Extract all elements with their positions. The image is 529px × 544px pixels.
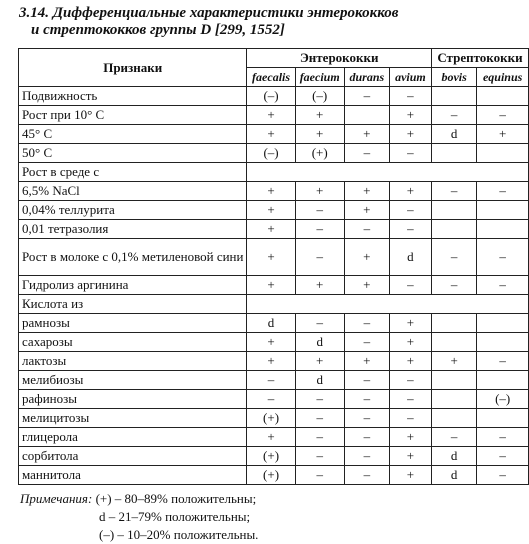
notes [20, 490, 258, 544]
title-line-2: и стрептококков группы D [299, 1552] [31, 22, 285, 38]
table-row [19, 390, 529, 409]
value-cell: – [477, 428, 529, 447]
row-label: рафинозы [19, 390, 247, 409]
value-cell: d [295, 333, 344, 352]
value-cell: + [389, 106, 431, 125]
value-cell [431, 371, 476, 390]
value-cell: + [247, 276, 295, 295]
table-row [19, 106, 529, 125]
section-label: Кислота из [19, 295, 247, 314]
value-cell: + [247, 220, 295, 239]
value-cell: d [247, 314, 295, 333]
value-cell: – [295, 239, 344, 276]
value-cell: – [389, 371, 431, 390]
value-cell: – [344, 220, 389, 239]
value-cell: + [295, 106, 344, 125]
table-row [19, 409, 529, 428]
feature-column-header: Признаки [19, 49, 247, 87]
value-cell: + [247, 106, 295, 125]
value-cell: – [431, 182, 476, 201]
value-cell: + [247, 333, 295, 352]
value-cell: – [389, 409, 431, 428]
table-row [19, 447, 529, 466]
table-row [19, 428, 529, 447]
value-cell: d [431, 466, 476, 485]
value-cell: + [344, 182, 389, 201]
header-row-groups [19, 49, 529, 68]
value-cell: + [295, 125, 344, 144]
value-cell [477, 409, 529, 428]
value-cell: + [389, 428, 431, 447]
title-line-1: 3.14. Дифференциальные характеристики энтерококков [19, 5, 399, 21]
value-cell [344, 106, 389, 125]
value-cell: – [477, 447, 529, 466]
table-row [19, 466, 529, 485]
value-cell: + [247, 201, 295, 220]
value-cell: (–) [247, 87, 295, 106]
value-cell: – [389, 276, 431, 295]
value-cell: + [247, 352, 295, 371]
value-cell [431, 201, 476, 220]
value-cell: + [431, 352, 476, 371]
row-label: лактозы [19, 352, 247, 371]
value-cell [477, 144, 529, 163]
value-cell: – [389, 220, 431, 239]
value-cell: – [477, 239, 529, 276]
species-header: faecium [295, 68, 344, 87]
table-row [19, 87, 529, 106]
value-cell: – [295, 466, 344, 485]
table-row [19, 125, 529, 144]
value-cell: + [344, 239, 389, 276]
value-cell [431, 333, 476, 352]
row-label: 45° С [19, 125, 247, 144]
row-label: сорбитола [19, 447, 247, 466]
note-line-2: d – 21–79% положительны; [99, 509, 251, 524]
value-cell: (+) [247, 409, 295, 428]
value-cell: (+) [295, 144, 344, 163]
table-row [19, 333, 529, 352]
table-row [19, 295, 529, 314]
row-label: мелицитозы [19, 409, 247, 428]
value-cell: d [389, 239, 431, 276]
value-cell [477, 220, 529, 239]
value-cell: – [389, 390, 431, 409]
row-label: 6,5% NaCl [19, 182, 247, 201]
table-row [19, 220, 529, 239]
row-label: 0,04% теллурита [19, 201, 247, 220]
value-cell [477, 333, 529, 352]
value-cell: – [477, 276, 529, 295]
value-cell: – [344, 87, 389, 106]
row-label: глицерола [19, 428, 247, 447]
value-cell: d [431, 125, 476, 144]
value-cell: – [295, 201, 344, 220]
value-cell: – [477, 352, 529, 371]
note-line-1: (+) – 80–89% положительны; [95, 491, 257, 506]
value-cell: – [431, 428, 476, 447]
value-cell [477, 201, 529, 220]
value-cell: – [344, 333, 389, 352]
value-cell [477, 314, 529, 333]
value-cell: – [344, 409, 389, 428]
value-cell [431, 390, 476, 409]
value-cell: + [247, 125, 295, 144]
value-cell: + [389, 125, 431, 144]
value-cell: – [344, 428, 389, 447]
value-cell [431, 144, 476, 163]
table-row [19, 314, 529, 333]
value-cell: + [477, 125, 529, 144]
value-cell: – [295, 447, 344, 466]
table-row [19, 201, 529, 220]
value-cell: + [344, 352, 389, 371]
row-label: Подвижность [19, 87, 247, 106]
row-label: 50° С [19, 144, 247, 163]
value-cell: + [247, 239, 295, 276]
value-cell: – [295, 409, 344, 428]
value-cell: + [247, 428, 295, 447]
row-label: Рост в молоке с 0,1% метиленовой сини [19, 239, 247, 276]
value-cell: + [389, 314, 431, 333]
row-label: рамнозы [19, 314, 247, 333]
value-cell [431, 409, 476, 428]
streptococci-group-header: Стрептококки [431, 49, 528, 68]
value-cell: + [389, 333, 431, 352]
value-cell: – [477, 182, 529, 201]
value-cell: (+) [247, 466, 295, 485]
value-cell: – [295, 314, 344, 333]
characteristics-table [18, 48, 529, 485]
enterococci-group-header: Энтерококки [247, 49, 431, 68]
value-cell: (–) [247, 144, 295, 163]
value-cell [477, 371, 529, 390]
table-row [19, 163, 529, 182]
value-cell: – [344, 466, 389, 485]
value-cell: – [431, 276, 476, 295]
value-cell: – [344, 371, 389, 390]
value-cell: – [477, 466, 529, 485]
row-label: 0,01 тетразолия [19, 220, 247, 239]
row-label: Гидролиз аргинина [19, 276, 247, 295]
species-header: equinus [477, 68, 529, 87]
value-cell: (–) [477, 390, 529, 409]
notes-label: Примечания: [20, 491, 93, 506]
row-label: Рост при 10° С [19, 106, 247, 125]
value-cell: – [389, 87, 431, 106]
row-label: сахарозы [19, 333, 247, 352]
value-cell: – [477, 106, 529, 125]
table-row [19, 371, 529, 390]
value-cell: – [344, 314, 389, 333]
value-cell [431, 220, 476, 239]
value-cell: (–) [295, 87, 344, 106]
value-cell: – [431, 106, 476, 125]
species-header: faecalis [247, 68, 295, 87]
value-cell: – [344, 144, 389, 163]
species-header: durans [344, 68, 389, 87]
value-cell [431, 314, 476, 333]
species-header: bovis [431, 68, 476, 87]
value-cell: – [389, 144, 431, 163]
value-cell: – [431, 239, 476, 276]
value-cell: + [295, 352, 344, 371]
table-row [19, 239, 529, 276]
value-cell: + [295, 182, 344, 201]
value-cell: + [295, 276, 344, 295]
value-cell: + [344, 125, 389, 144]
value-cell: – [295, 220, 344, 239]
value-cell: – [295, 390, 344, 409]
value-cell: + [389, 466, 431, 485]
value-cell: + [344, 201, 389, 220]
table-row [19, 182, 529, 201]
value-cell: + [247, 182, 295, 201]
value-cell: + [389, 447, 431, 466]
value-cell: + [389, 182, 431, 201]
value-cell: (+) [247, 447, 295, 466]
value-cell: d [431, 447, 476, 466]
value-cell: + [389, 352, 431, 371]
value-cell: d [295, 371, 344, 390]
value-cell: – [295, 428, 344, 447]
value-cell: – [247, 371, 295, 390]
value-cell: + [344, 276, 389, 295]
section-label: Рост в среде с [19, 163, 247, 182]
table-row [19, 352, 529, 371]
value-cell [431, 87, 476, 106]
value-cell: – [389, 201, 431, 220]
value-cell [477, 87, 529, 106]
row-label: маннитола [19, 466, 247, 485]
species-header: avium [389, 68, 431, 87]
table-row [19, 276, 529, 295]
spacer-cell [247, 163, 529, 182]
table-title [19, 5, 519, 39]
row-label: мелибиозы [19, 371, 247, 390]
spacer-cell [247, 295, 529, 314]
value-cell: – [344, 390, 389, 409]
table-row [19, 144, 529, 163]
note-line-3: (–) – 10–20% положительны. [99, 527, 259, 542]
value-cell: – [344, 447, 389, 466]
value-cell: – [247, 390, 295, 409]
